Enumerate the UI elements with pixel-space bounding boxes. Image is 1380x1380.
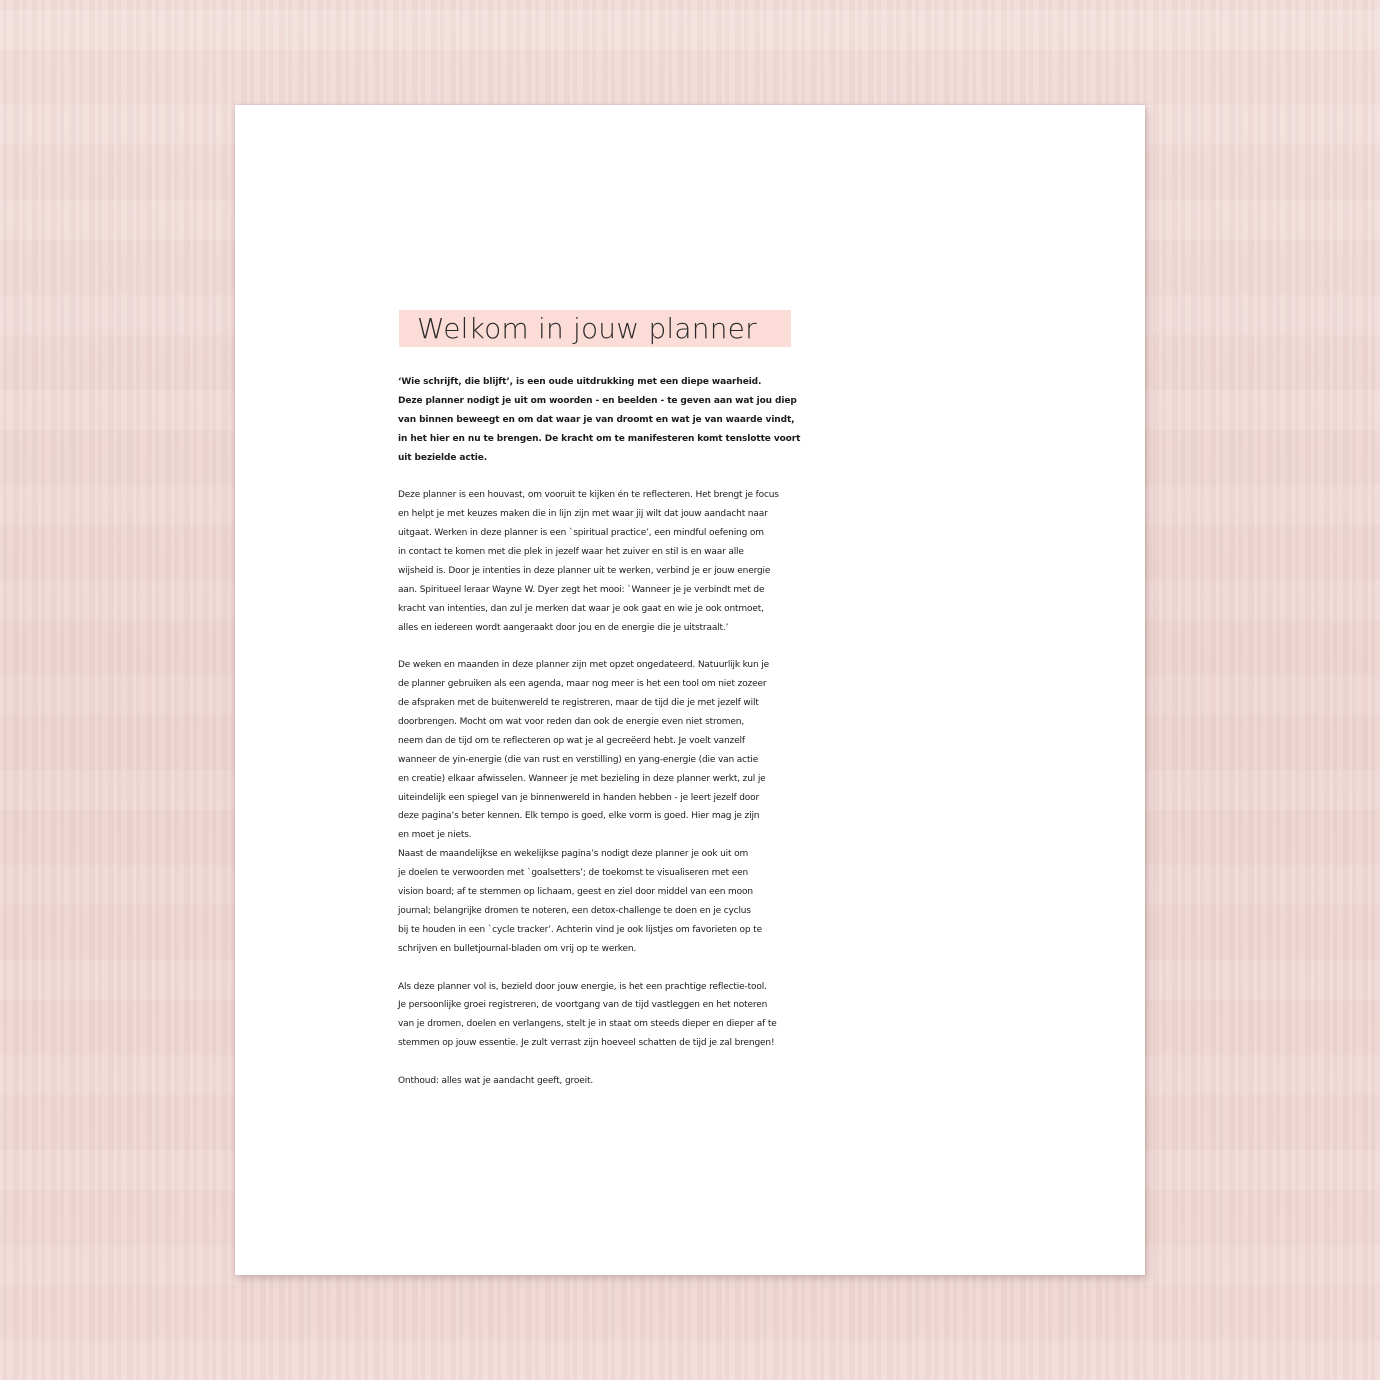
text-line: bij te houden in een `cycle tracker’. Achterin vind je ook lijstjes om favorieten op te: [398, 924, 762, 935]
text-line: alles en iedereen wordt aangeraakt door jou en de energie die je uitstraalt.’: [398, 622, 729, 633]
text-line: neem dan de tijd om te reflecteren op wat je al gecreëerd hebt. Je voelt vanzelf: [398, 735, 745, 746]
closing-line: Onthoud: alles wat je aandacht geeft, groeit.: [398, 1075, 594, 1086]
intro-line: uit bezielde actie.: [398, 452, 488, 463]
intro-line: ‘Wie schrijft, die blijft’, is een oude uitdrukking met een diepe waarheid.: [398, 377, 762, 387]
text-line: en creatie) elkaar afwisselen. Wanneer je met bezieling in deze planner werkt, zul je: [398, 773, 766, 784]
text-line: uiteindelijk een spiegel van je binnenwereld in handen hebben - je leert jezelf door: [398, 792, 760, 803]
document-body: [398, 373, 1018, 1091]
text-line: aan. Spiritueel leraar Wayne W. Dyer zegt het mooi: `Wanneer je je verbindt met de: [398, 584, 765, 595]
document-page: [235, 105, 1145, 1275]
intro-line: in het hier en nu te brengen. De kracht om te manifesteren komt tenslotte voort: [398, 433, 801, 444]
intro-line: Deze planner nodigt je uit om woorden - en beelden - te geven aan wat jou diep: [398, 395, 797, 406]
text-line: in contact te komen met die plek in jezelf waar het zuiver en stil is en waar alle: [398, 547, 744, 558]
text-line: wijsheid is. Door je intenties in deze planner uit te werken, verbind je er jouw energie: [398, 565, 771, 576]
text-line: en moet je niets.: [398, 830, 472, 841]
closing-paragraph: [398, 1072, 1018, 1091]
page-title: Welkom in jouw planner: [417, 312, 757, 345]
text-line: Deze planner is een houvast, om vooruit te kijken én te reflecteren. Het brengt je focus: [398, 490, 779, 501]
text-line: van je dromen, doelen en verlangens, stelt je in staat om steeds dieper en dieper af te: [398, 1019, 777, 1030]
text-line: doorbrengen. Mocht om wat voor reden dan ook de energie even niet stromen,: [398, 717, 745, 728]
text-line: je doelen te verwoorden met `goalsetters’; de toekomst te visualiseren met een: [398, 868, 749, 879]
text-line: vision board; af te stemmen op lichaam, geest en ziel door middel van een moon: [398, 887, 753, 898]
text-line: journal; belangrijke dromen te noteren, een detox-challenge te doen en je cyclus: [398, 905, 751, 916]
text-line: de afspraken met de buitenwereld te registreren, maar de tijd die je met jezelf wilt: [398, 698, 759, 709]
text-line: Je persoonlijke groei registreren, de voortgang van de tijd vastleggen en het noteren: [398, 1000, 768, 1011]
intro-line: van binnen beweegt en om dat waar je van droomt en wat je van waarde vindt,: [398, 414, 795, 425]
paragraph-2: [398, 656, 1018, 845]
paragraph-4: [398, 978, 1018, 1054]
intro-paragraph: [398, 373, 1018, 467]
text-line: de planner gebruiken als een agenda, maar nog meer is het een tool om niet zozeer: [398, 679, 767, 690]
text-line: kracht van intenties, dan zul je merken dat waar je ook gaat en wie je ook ontmoet,: [398, 603, 764, 614]
text-line: en helpt je met keuzes maken die in lijn zijn met waar jij wilt dat jouw aandacht naar: [398, 509, 768, 520]
paragraph-3: [398, 845, 1018, 958]
text-line: De weken en maanden in deze planner zijn met opzet ongedateerd. Natuurlijk kun je: [398, 660, 769, 671]
text-line: Als deze planner vol is, bezield door jouw energie, is het een prachtige reflectie-tool.: [398, 981, 767, 992]
text-line: stemmen op jouw essentie. Je zult verrast zijn hoeveel schatten de tijd je zal brengen!: [398, 1038, 775, 1049]
text-line: wanneer de yin-energie (die van rust en verstilling) en yang-energie (die van actie: [398, 754, 759, 765]
paragraph-1: [398, 486, 1018, 637]
text-line: Naast de maandelijkse en wekelijkse pagina’s nodigt deze planner je ook uit om: [398, 849, 749, 860]
title-highlight: [399, 310, 791, 347]
text-line: uitgaat. Werken in deze planner is een `spiritual practice’, een mindful oefening om: [398, 528, 764, 539]
text-line: schrijven en bulletjournal-bladen om vrij op te werken.: [398, 943, 637, 954]
text-line: deze pagina’s beter kennen. Elk tempo is goed, elke vorm is goed. Hier mag je zijn: [398, 811, 760, 822]
